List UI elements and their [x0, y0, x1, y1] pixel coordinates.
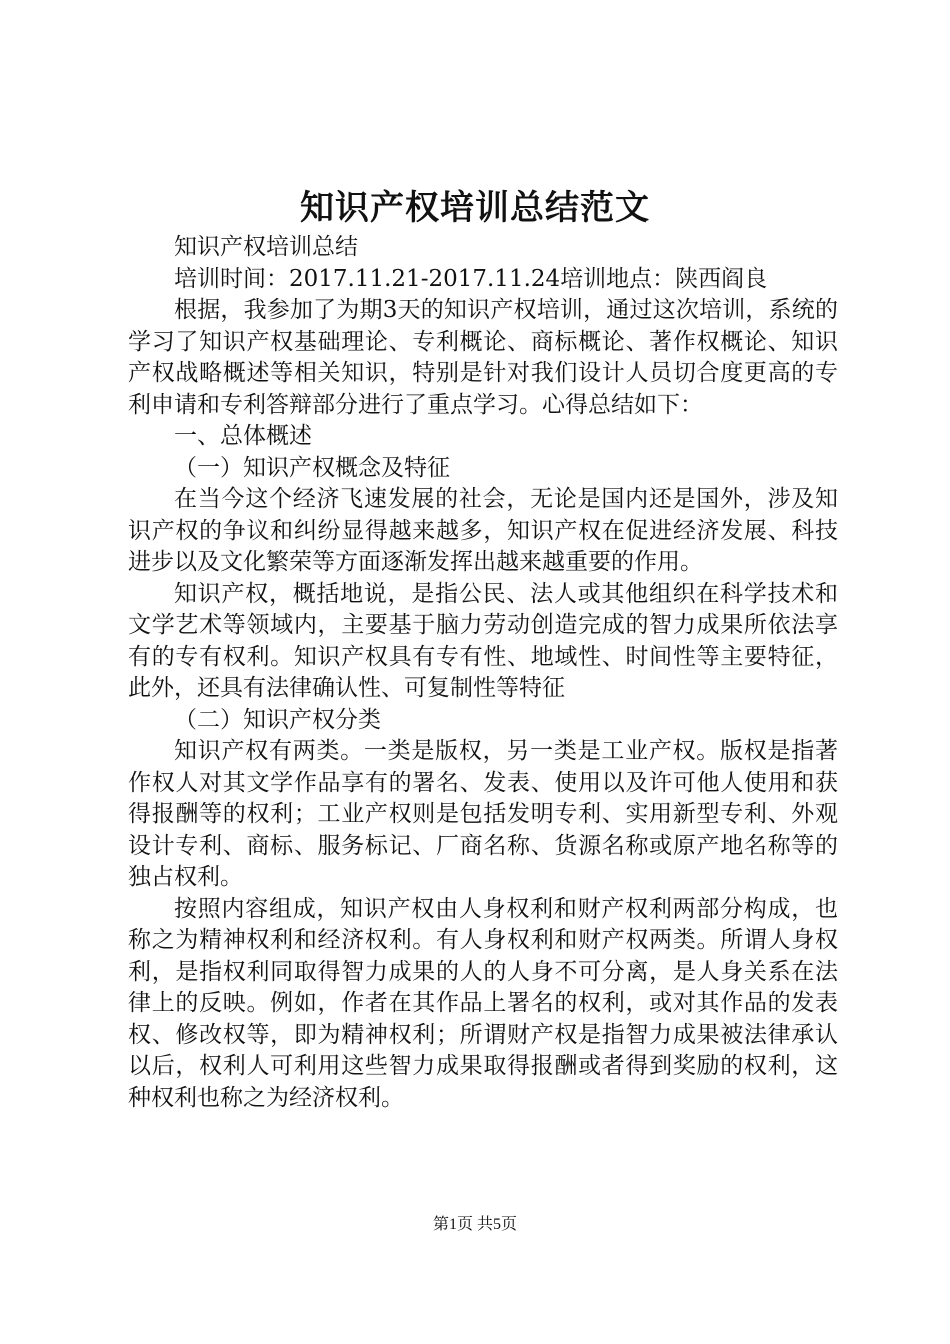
paragraph-training-info: 培训时间：2017.11.21-2017.11.24培训地点：陕西阎良 [174, 265, 768, 292]
paragraph-definition: 知识产权，概括地说，是指公民、法人或其他组织在科学技术和文学艺术等领域内，主要基于脑力劳动创造完成的智力成果所依法享有的专有权利。知识产权具有专有性、地域性、时间性等主要特征，此外，还具有法律确认性、可复制性等特征 [128, 580, 838, 701]
document-title: 知识产权培训总结范文 [300, 188, 650, 228]
heading-concept: （一）知识产权概念及特征 [174, 454, 450, 481]
page-number-footer: 第1页 共5页 [432, 1216, 517, 1233]
heading-classification: （二）知识产权分类 [174, 706, 381, 733]
paragraph-types: 知识产权有两类。一类是版权，另一类是工业产权。版权是指著作权人对其文学作品享有的署名、发表、使用以及许可他人使用和获得报酬等的权利；工业产权则是包括发明专利、实用新型专利、外观设计专利、商标、服务标记、厂商名称、货源名称或原产地名称等的独占权利。 [128, 738, 838, 890]
paragraph-subtitle: 知识产权培训总结 [174, 234, 358, 260]
paragraph-context: 在当今这个经济飞速发展的社会，无论是国内还是国外，涉及知识产权的争议和纠纷显得越来越多，知识产权在促进经济发展、科技进步以及文化繁荣等方面逐渐发挥出越来越重要的作用。 [128, 486, 838, 575]
heading-overview: 一、总体概述 [174, 423, 312, 449]
paragraph-intro: 根据，我参加了为期3天的知识产权培训，通过这次培训，系统的学习了知识产权基础理论、专利概论、商标概论、著作权概论、知识产权战略概述等相关知识，特别是针对我们设计人员切合度更高的专利申请和专利答辩部分进行了重点学习。心得总结如下： [128, 297, 838, 418]
paragraph-rights: 按照内容组成，知识产权由人身权利和财产权利两部分构成，也称之为精神权利和经济权利。有人身权利和财产权两类。所谓人身权利，是指权利同取得智力成果的人的人身不可分离，是人身关系在法律上的反映。例如，作者在其作品上署名的权利，或对其作品的发表权、修改权等，即为精神权利；所谓财产权是指智力成果被法律承认以后，权利人可利用这些智力成果取得报酬或者得到奖励的权利，这种权利也称之为经济权利。 [128, 895, 838, 1111]
document-body [128, 232, 838, 1114]
